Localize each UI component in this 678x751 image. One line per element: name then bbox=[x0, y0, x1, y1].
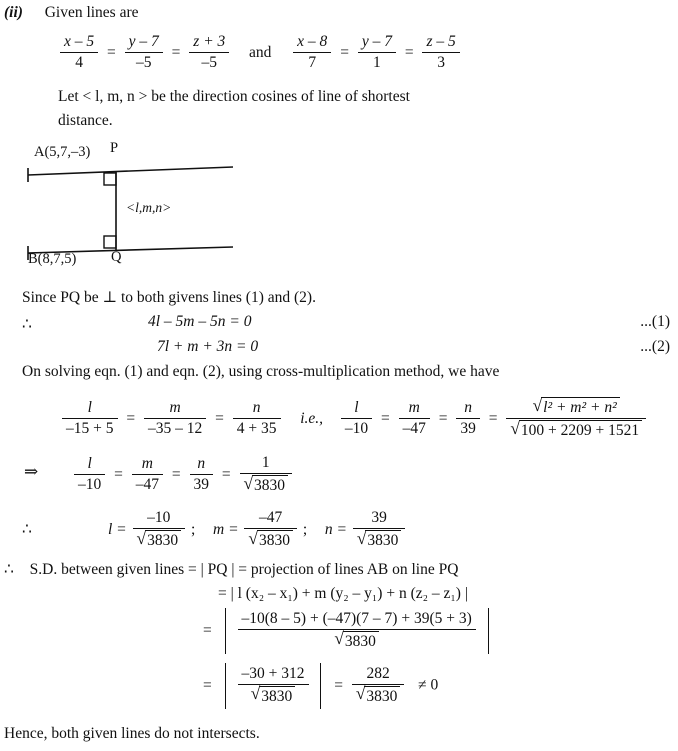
fraction-y-minus-7 bbox=[125, 33, 163, 72]
point-label-Q: Q bbox=[111, 249, 122, 265]
radicand: 3830 bbox=[343, 631, 379, 651]
denominator bbox=[238, 685, 309, 706]
point-label-P: P bbox=[110, 140, 119, 156]
radical-sign: √ bbox=[334, 629, 344, 649]
numerator: y – 7 bbox=[125, 33, 163, 53]
equals-sign: = bbox=[171, 44, 181, 62]
line-AP-upper bbox=[28, 167, 233, 175]
denominator bbox=[353, 529, 406, 550]
radical-sign: √ bbox=[243, 474, 254, 494]
absolute-bar-right bbox=[320, 663, 321, 709]
fraction-n-over-39-b bbox=[190, 455, 214, 494]
direction-cosine-values-row bbox=[108, 510, 407, 551]
shortest-distance-diagram bbox=[18, 140, 278, 270]
final-expression bbox=[200, 663, 438, 709]
denominator: 39 bbox=[460, 420, 476, 438]
denominator: –5 bbox=[201, 54, 218, 72]
fraction-l-over-neg10-b bbox=[74, 455, 105, 494]
numerator: y – 7 bbox=[358, 33, 396, 53]
perpendicular-statement: Since PQ be ⊥ to both givens lines (1) and (2). bbox=[22, 289, 316, 306]
separator-semicolon-1: ; bbox=[190, 520, 196, 538]
conclusion-line: Hence, both given lines do not intersects. bbox=[4, 725, 260, 742]
point-label-A: A(5,7,–3) bbox=[34, 144, 91, 160]
equals-sign: = bbox=[340, 44, 349, 62]
denominator: –47 bbox=[135, 476, 159, 494]
denominator bbox=[352, 685, 405, 706]
cross-multiplication-chain bbox=[60, 398, 648, 441]
numerator: l bbox=[341, 399, 372, 419]
equals-sign: = bbox=[215, 410, 224, 428]
therefore-symbol-values: ∴ bbox=[22, 521, 32, 538]
radical-3830 bbox=[137, 530, 182, 550]
equation-2-tag: ...(2) bbox=[640, 338, 670, 355]
given-lines-equation bbox=[58, 34, 462, 73]
radical-3830 bbox=[334, 631, 379, 651]
radicand: 3830 bbox=[252, 475, 288, 495]
equals-sign: = bbox=[126, 410, 136, 428]
denominator: 7 bbox=[308, 54, 317, 72]
denominator: 3 bbox=[437, 54, 445, 72]
numerator: –30 + 312 bbox=[238, 665, 309, 685]
radicand: 3830 bbox=[364, 686, 400, 706]
substituted-expression bbox=[200, 608, 495, 654]
numerator: –10 bbox=[133, 509, 186, 529]
radical-3830 bbox=[248, 530, 293, 550]
fraction-radical-ratio bbox=[506, 397, 646, 440]
denominator bbox=[240, 474, 293, 495]
numerator: l bbox=[62, 399, 118, 419]
numerator: 39 bbox=[353, 509, 406, 529]
numerator: –47 bbox=[244, 509, 297, 529]
equation-2: 7l + m + 3n = 0 bbox=[157, 338, 259, 355]
denominator: 39 bbox=[193, 476, 209, 494]
conjunction-and: and bbox=[249, 43, 272, 61]
fraction-39-over-sqrt3830 bbox=[353, 509, 406, 550]
numerator: m bbox=[399, 399, 430, 419]
numerator: z – 5 bbox=[422, 33, 459, 53]
numerator: 282 bbox=[352, 665, 405, 685]
numerator: x – 8 bbox=[293, 33, 331, 53]
radicand: 3830 bbox=[365, 530, 401, 550]
denominator: –10 bbox=[344, 420, 369, 438]
m-label: m = bbox=[213, 520, 239, 538]
denominator: –47 bbox=[402, 420, 426, 438]
numerator: n bbox=[233, 399, 281, 419]
radical-3830 bbox=[356, 686, 401, 706]
radical-sign: √ bbox=[355, 684, 366, 704]
numerator: l bbox=[74, 455, 105, 475]
right-angle-marker-P bbox=[104, 173, 116, 185]
absolute-bar-right bbox=[488, 608, 489, 654]
denominator bbox=[506, 419, 646, 440]
denominator: –10 bbox=[78, 476, 102, 494]
radical-sign: √ bbox=[250, 684, 261, 704]
radical-3830 bbox=[357, 530, 402, 550]
radical-sign: √ bbox=[136, 529, 147, 549]
fraction-m-over-neg35minus12 bbox=[144, 399, 206, 438]
part-label-line bbox=[4, 4, 139, 22]
equals-sign: = bbox=[404, 44, 414, 62]
fraction-1-over-sqrt3830 bbox=[240, 454, 293, 495]
let-direction-cosines-line-2: distance. bbox=[58, 112, 113, 129]
equals-sign: = bbox=[203, 621, 212, 639]
equals-sign-2: = bbox=[334, 676, 343, 694]
radical-sign: √ bbox=[248, 529, 258, 549]
numerator: m bbox=[132, 455, 163, 475]
right-angle-marker-Q bbox=[104, 236, 116, 248]
numerator: z + 3 bbox=[189, 33, 229, 53]
equals-sign: = bbox=[171, 466, 181, 484]
fraction-l-over-neg15plus5 bbox=[62, 399, 118, 438]
fraction-y-minus-7-b bbox=[358, 33, 396, 72]
equation-1-tag: ...(1) bbox=[640, 313, 670, 330]
shortest-distance-statement bbox=[4, 560, 458, 579]
equals-sign: = bbox=[114, 466, 123, 484]
equation-1: 4l – 5m – 5n = 0 bbox=[148, 313, 252, 330]
n-label: n = bbox=[324, 520, 347, 538]
denominator: –5 bbox=[135, 54, 152, 72]
denominator: –15 + 5 bbox=[66, 420, 114, 438]
fraction-substituted bbox=[238, 610, 476, 651]
radical-3830 bbox=[251, 686, 296, 706]
numerator: n bbox=[190, 455, 214, 475]
therefore-symbol-sd: ∴ bbox=[4, 561, 14, 578]
numerator: m bbox=[144, 399, 206, 419]
therefore-symbol-eq1: ∴ bbox=[22, 316, 32, 333]
denominator bbox=[238, 630, 476, 651]
fraction-282-over-sqrt3830 bbox=[352, 665, 405, 706]
intro-text: Given lines are bbox=[44, 4, 139, 21]
fraction-n-over-39 bbox=[456, 399, 480, 438]
radical-sum-numbers bbox=[510, 420, 642, 440]
radical-sum-of-squares bbox=[533, 397, 620, 417]
fraction-n-over-4plus35 bbox=[233, 399, 281, 438]
fraction-m-over-neg47-b bbox=[132, 455, 163, 494]
denominator: 4 + 35 bbox=[236, 420, 277, 438]
sd-text: S.D. between given lines = | PQ | = projection of lines AB on line PQ bbox=[29, 561, 459, 578]
numerator bbox=[506, 397, 646, 419]
l-label: l = bbox=[108, 520, 127, 538]
ie-abbreviation: i.e., bbox=[300, 410, 324, 428]
fraction-neg30-plus-312 bbox=[238, 665, 309, 706]
equals-sign: = bbox=[438, 410, 448, 428]
radical-sign: √ bbox=[356, 529, 367, 549]
radicand: 100 + 2209 + 1521 bbox=[519, 420, 642, 440]
numerator: n bbox=[456, 399, 480, 419]
radicand: 3830 bbox=[259, 686, 295, 706]
denominator bbox=[133, 529, 186, 550]
denominator: –35 – 12 bbox=[148, 420, 203, 438]
implies-symbol: ⇒ bbox=[24, 462, 39, 481]
fraction-neg10-over-sqrt3830 bbox=[133, 509, 186, 550]
not-equal-zero: ≠ 0 bbox=[418, 676, 439, 694]
equals-sign: = bbox=[488, 410, 498, 428]
cross-multiplication-statement: On solving eqn. (1) and eqn. (2), using cross-multiplication method, we have bbox=[22, 363, 500, 380]
numerator: x – 5 bbox=[60, 33, 98, 53]
radicand: 3830 bbox=[145, 530, 181, 550]
direction-cosines-label: <l,m,n> bbox=[126, 200, 172, 215]
equals-sign: = bbox=[107, 44, 116, 62]
point-label-B: B(8,7,5) bbox=[28, 251, 77, 267]
radical-sign: √ bbox=[510, 419, 520, 439]
radical-sign: √ bbox=[532, 396, 543, 416]
separator-semicolon-2: ; bbox=[302, 520, 308, 538]
fraction-l-over-neg10 bbox=[341, 399, 372, 438]
part-label: (ii) bbox=[4, 4, 23, 21]
equals-sign: = bbox=[221, 466, 231, 484]
denominator bbox=[244, 529, 297, 550]
implies-equation-row bbox=[72, 455, 294, 496]
radicand: l² + m² + n² bbox=[541, 397, 620, 417]
fraction-z-minus-5 bbox=[422, 33, 459, 72]
radical-3830 bbox=[244, 475, 289, 495]
fraction-m-over-neg47 bbox=[399, 399, 430, 438]
fraction-x-minus-8 bbox=[293, 33, 331, 72]
radicand: 3830 bbox=[257, 530, 293, 550]
numerator: 1 bbox=[240, 454, 293, 474]
equals-sign: = bbox=[380, 410, 390, 428]
denominator: 1 bbox=[373, 54, 381, 72]
numerator: –10(8 – 5) + (–47)(7 – 7) + 39(5 + 3) bbox=[238, 610, 476, 630]
absolute-bar-left bbox=[225, 608, 226, 654]
equals-sign: = bbox=[203, 676, 212, 694]
projection-formula: = | l (x₂ – x₁) + m (y₂ – y₁) + n (z₂ – z₁) | bbox=[218, 585, 468, 602]
denominator: 4 bbox=[75, 54, 83, 72]
fraction-z-plus-3 bbox=[189, 33, 229, 72]
absolute-bar-left bbox=[225, 663, 226, 709]
fraction-x-minus-5 bbox=[60, 33, 98, 72]
fraction-neg47-over-sqrt3830 bbox=[244, 509, 297, 550]
let-direction-cosines-line-1: Let < l, m, n > be the direction cosines of line of shortest bbox=[58, 88, 410, 105]
